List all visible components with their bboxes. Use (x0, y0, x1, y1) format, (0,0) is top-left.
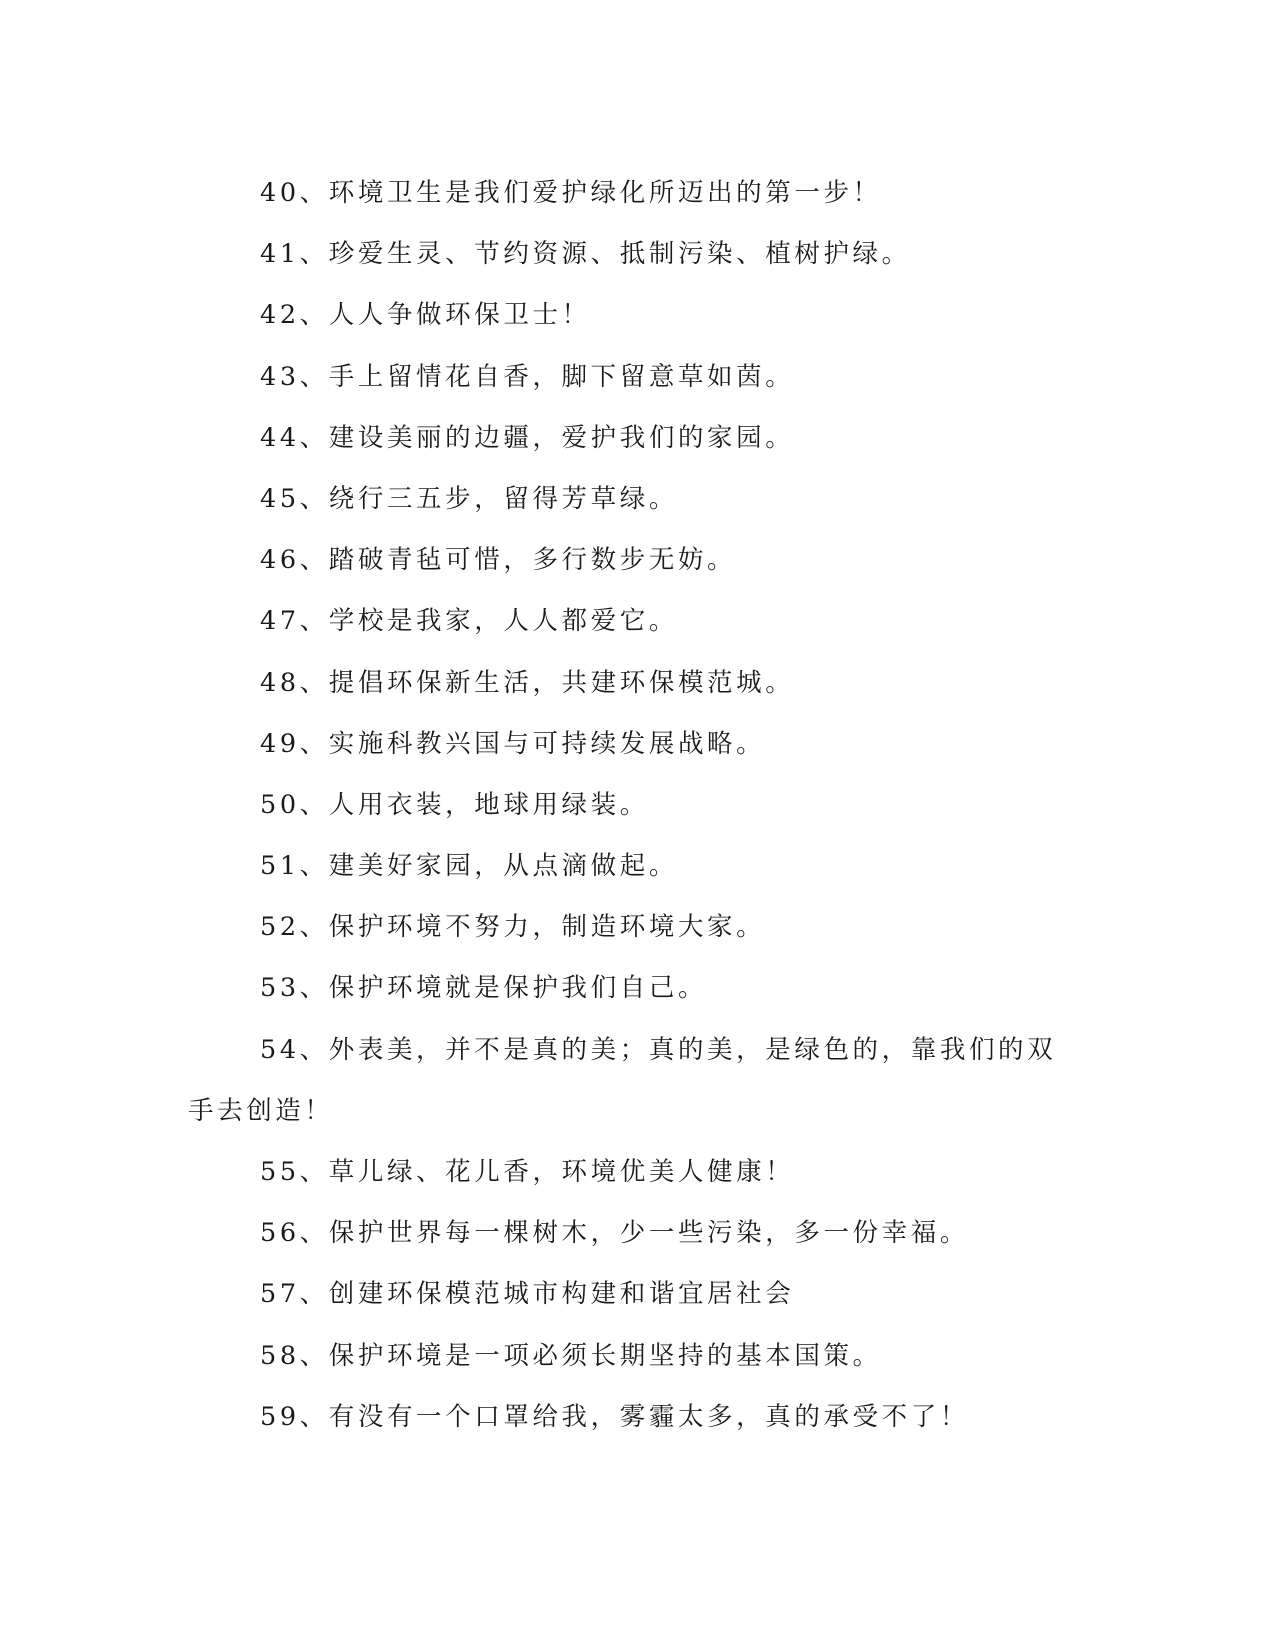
slogan-48: 48、提倡环保新生活，共建环保模范城。 (260, 667, 795, 698)
slogan-51: 51、建美好家园，从点滴做起。 (260, 851, 678, 882)
slogan-43: 43、手上留情花自香，脚下留意草如茵。 (260, 361, 795, 392)
slogan-41: 41、珍爱生灵、节约资源、抵制污染、植树护绿。 (260, 239, 911, 270)
slogan-40: 40、环境卫生是我们爱护绿化所迈出的第一步！ (260, 178, 882, 208)
slogan-50: 50、人用衣装，地球用绿装。 (260, 789, 649, 820)
slogan-55: 55、草儿绿、花儿香，环境优美人健康！ (260, 1157, 795, 1188)
slogan-49: 49、实施科教兴国与可持续发展战略。 (260, 728, 766, 759)
slogan-59: 59、有没有一个口罩给我，雾霾太多，真的承受不了！ (260, 1401, 969, 1432)
slogan-47: 47、学校是我家，人人都爱它。 (260, 606, 678, 637)
slogan-58: 58、保护环境是一项必须长期坚持的基本国策。 (260, 1340, 882, 1371)
slogan-54: 54、外表美，并不是真的美；真的美，是绿色的，靠我们的双手去创造！ (188, 1034, 1057, 1126)
slogan-42: 42、人人争做环保卫士！ (260, 300, 591, 331)
slogan-53: 53、保护环境就是保护我们自己。 (260, 973, 708, 1004)
slogan-57: 57、创建环保模范城市构建和谐宜居社会 (260, 1279, 795, 1310)
slogan-56: 56、保护世界每一棵树木，少一些污染，多一份幸福。 (260, 1218, 969, 1249)
slogan-46: 46、踏破青毡可惜，多行数步无妨。 (260, 545, 737, 576)
slogan-45: 45、绕行三五步，留得芳草绿。 (260, 483, 678, 514)
slogan-list (188, 163, 1083, 1448)
slogan-52: 52、保护环境不努力，制造环境大家。 (260, 912, 766, 943)
slogan-44: 44、建设美丽的边疆，爱护我们的家园。 (260, 422, 795, 453)
